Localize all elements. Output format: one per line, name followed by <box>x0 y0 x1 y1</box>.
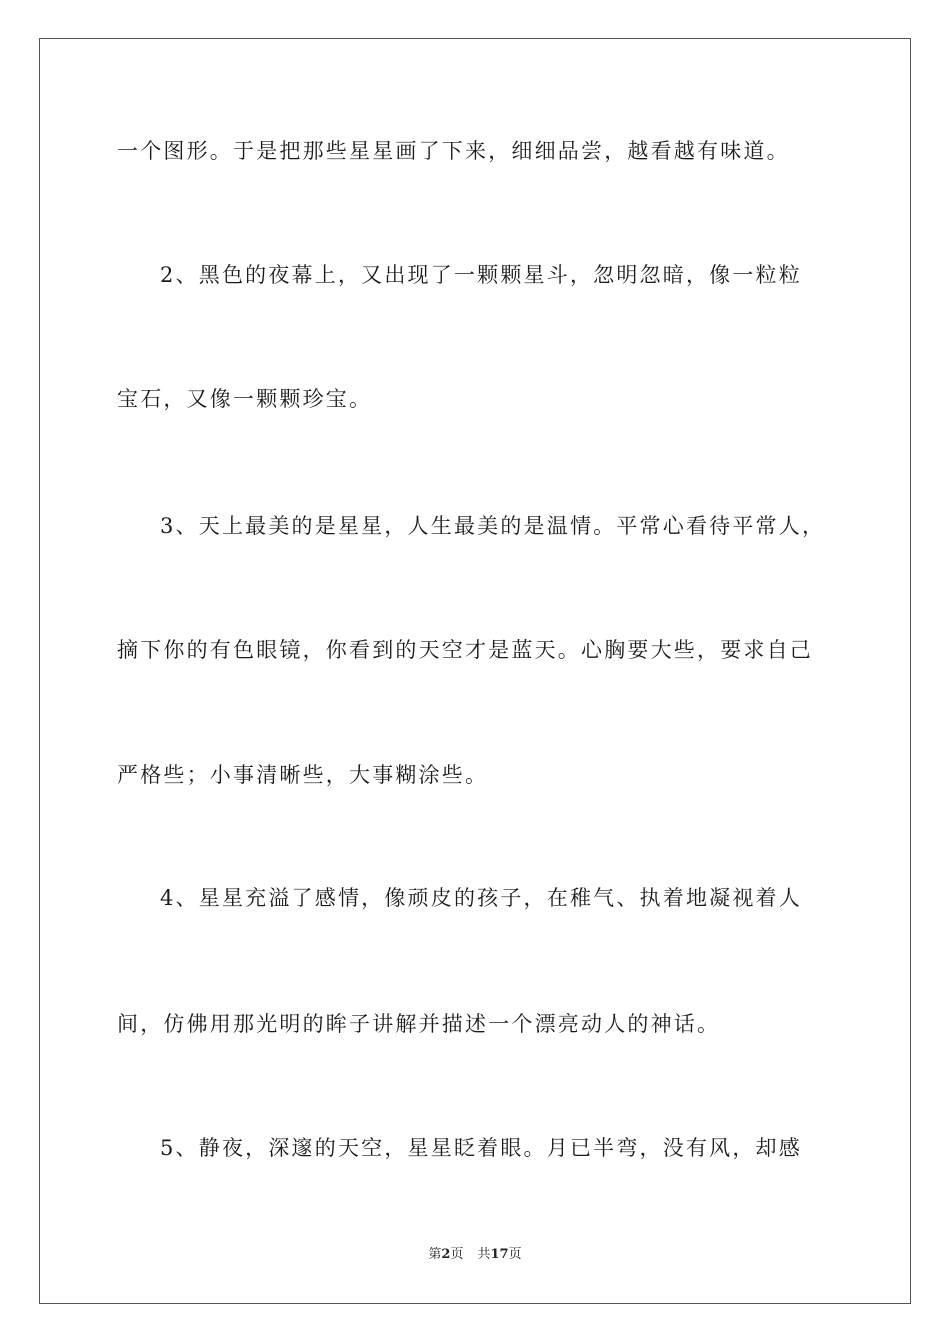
page-prefix: 第 <box>428 1247 442 1262</box>
page-footer <box>0 1246 950 1264</box>
text-line-8: 间，仿佛用那光明的眸子讲解并描述一个漂亮动人的神话。 <box>117 1012 721 1036</box>
total-suffix: 页 <box>508 1247 522 1262</box>
page-number: 2 <box>441 1247 451 1262</box>
text-line-9: 5、静夜，深邃的天空，星星眨着眼。月已半弯，没有风，却感 <box>160 1136 802 1160</box>
text-line-4: 3、天上最美的是星星，人生最美的是温情。平常心看待平常人， <box>160 514 826 538</box>
text-line-7: 4、星星充溢了感情，像顽皮的孩子，在稚气、执着地凝视着人 <box>160 886 802 910</box>
text-line-1: 一个图形。于是把那些星星画了下来，细细品尝，越看越有味道。 <box>117 139 790 163</box>
text-line-6: 严格些；小事清晰些，大事糊涂些。 <box>117 763 489 787</box>
page-suffix: 页 <box>450 1247 464 1262</box>
total-prefix: 共 <box>477 1247 491 1262</box>
text-line-5: 摘下你的有色眼镜，你看到的天空才是蓝天。心胸要大些，要求自己 <box>117 638 813 662</box>
total-pages: 17 <box>490 1247 509 1262</box>
page-border <box>39 38 911 1304</box>
text-line-3: 宝石，又像一颗颗珍宝。 <box>117 387 373 411</box>
text-line-2: 2、黑色的夜幕上，又出现了一颗颗星斗，忽明忽暗，像一粒粒 <box>160 263 802 287</box>
